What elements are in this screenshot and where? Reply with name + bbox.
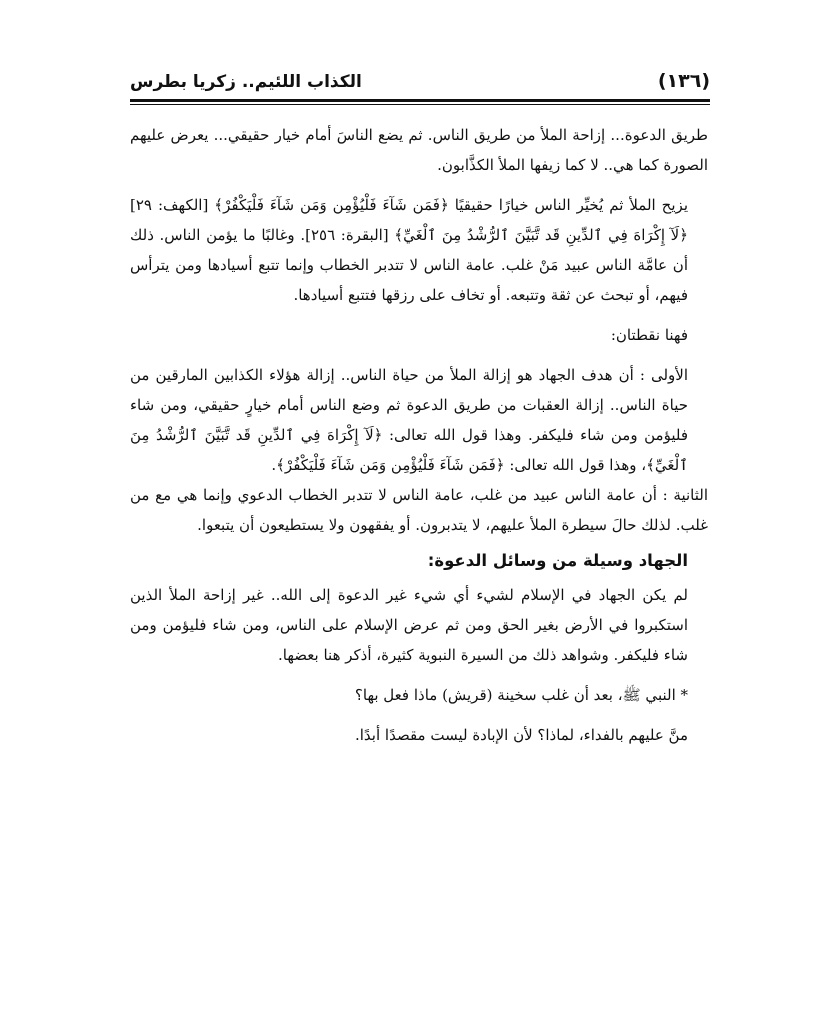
running-title: الكذاب اللئيم.. زكريا بطرس	[130, 72, 362, 92]
paragraph: منَّ عليهم بالفداء، لماذا؟ لأن الإبادة ليست مقصدًا أبدًا.	[354, 726, 688, 744]
paragraph: طريق الدعوة... إزاحة الملأ من طريق الناس. ثم يضع الناسَ أمام خيار حقيقي... يعرض عليهم الصورة كما هي.. لا كما زيفها الملأ الكذَّابون.	[130, 126, 708, 174]
section-heading: الجهاد وسيلة من وسائل الدعوة:	[427, 551, 688, 570]
spacer	[130, 350, 708, 360]
spacer	[130, 310, 708, 320]
paragraph: الثانية : أن عامة الناس عبيد من غلب، عامة الناس لا تتدبر الخطاب الدعوي وإنما هي مع من غلب. لذلك حالَ سيطرة الملأ عليهم، لا يتدبرون. أو يفقهون ولا يستطيعون أن يتبعوا.	[130, 486, 708, 534]
paragraph: فهنا نقطتان:	[610, 326, 688, 344]
spacer	[130, 180, 708, 190]
header-rule-thin	[130, 104, 710, 105]
page-header	[130, 70, 710, 96]
paragraph: * النبي ﷺ، بعد أن غلب سخينة (قريش) ماذا فعل بها؟	[354, 686, 688, 704]
spacer	[130, 670, 708, 680]
spacer	[130, 710, 708, 720]
page-body	[130, 120, 708, 750]
paragraph: الأولى : أن هدف الجهاد هو إزالة الملأ من حياة الناس.. إزالة هؤلاء الكذابين المارقين من حياة الناس.. إزالة العقبات من طريق الدعوة ثم وضع الناس أمام خيارٍ حقيقي، ومن شاء فليؤمن ومن شاء فليكفر. وهذا قول الله تعالى: ﴿لَآ إِكْرَاهَ فِي ٱلدِّينِ قَد تَّبَيَّنَ ٱلرُّشْدُ مِنَ ٱلْغَيِّ﴾، وهذا قول الله تعالى: ﴿فَمَن شَآءَ فَلْيُؤْمِن وَمَن شَآءَ فَلْيَكْفُرْ﴾.	[130, 366, 688, 474]
page-number: (١٣٦)	[657, 70, 710, 92]
paragraph: لم يكن الجهاد في الإسلام لشيء أي شيء غير الدعوة إلى الله.. غير إزاحة الملأ الذين استكبروا في الأرض بغير الحق ومن ثم عرض الإسلام على الناس، ومن شاء فليؤمن ومن شاء فليكفر. وشواهد ذلك من السيرة النبوية كثيرة، أذكر هنا بعضها.	[130, 586, 689, 664]
header-rule	[130, 99, 710, 102]
paragraph: يزيح الملأ ثم يُخيِّر الناس خيارًا حقيقيًا ﴿فَمَن شَآءَ فَلْيُؤْمِن وَمَن شَآءَ فَلْيَكْفُرْ﴾ [الكهف: ٢٩] ﴿لَآ إِكْرَاهَ فِي ٱلدِّينِ قَد تَّبَيَّنَ ٱلرُّشْدُ مِنَ ٱلْغَيِّ﴾ [البقرة: ٢٥٦]. وغالبًا ما يؤمن الناس. ذلك أن عامَّة الناس عبيد مَنْ غلب. عامة الناس لا تتدبر الخطاب وإنما تتبع أسيادها ومن يترأس فيهم، أو تبحث عن ثقة وتتبعه. أو تخاف على رزقها فتتبع أسيادها.	[130, 196, 689, 304]
